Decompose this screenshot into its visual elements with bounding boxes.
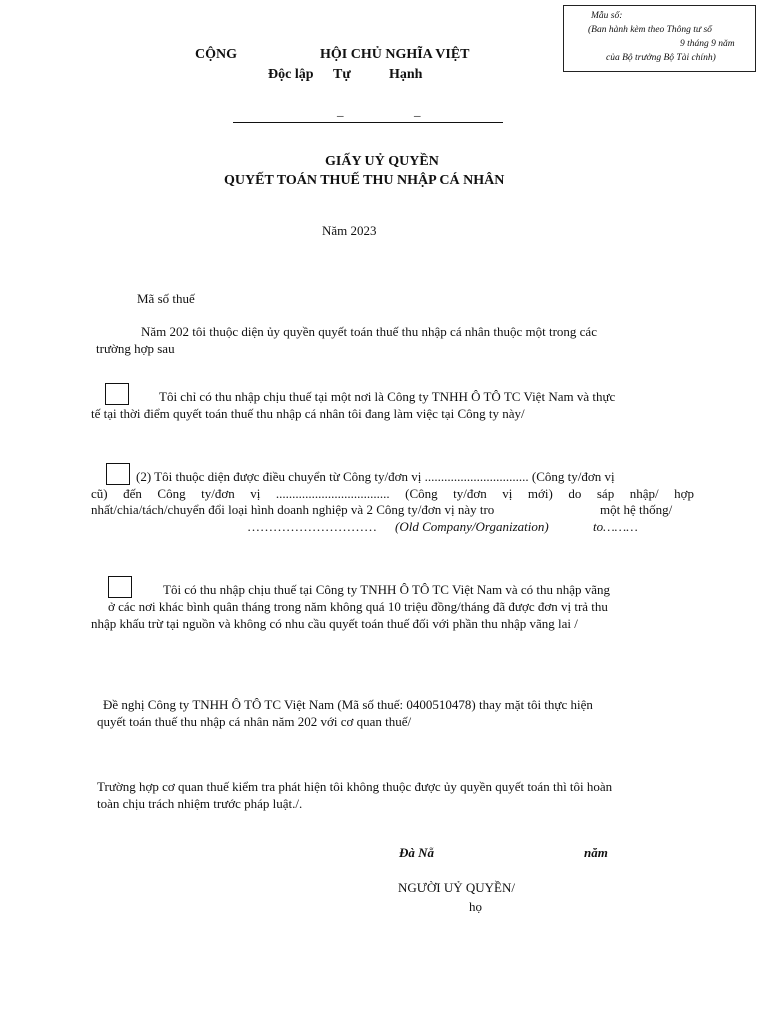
form-issued-date: 9 tháng 9 năm [680, 39, 735, 49]
option1-line-2: tế tại thời điểm quyết toán thuế thu nhập cá nhân tôi đang làm việc tại Công ty này/ [91, 406, 525, 421]
document-year: Năm 2023 [322, 223, 377, 238]
option3-line-1: Tôi có thu nhập chịu thuế tại Công ty TNHH Ô TÔ TC Việt Nam và có thu nhập vãng [163, 582, 611, 597]
form-number-label: Mẫu số: [591, 11, 623, 21]
header-dash-2: _ [414, 103, 421, 118]
option1-checkbox[interactable] [105, 383, 129, 405]
intro-line-2: trường hợp sau [96, 341, 175, 356]
document-title: GIẤY UỶ QUYỀN [325, 154, 439, 169]
option2-line-3a: nhất/chia/tách/chuyển đổi loại hình doanh nghiệp và 2 Công ty/đơn vị này tro [91, 502, 495, 517]
commitment-line-1: Trường hợp cơ quan thuế kiểm tra phát hiện tôi không thuộc được ủy quyền quyết toán thì tôi hoàn [97, 779, 613, 794]
option2-line-4a: ………………………… [247, 519, 377, 534]
nation-title-part1: CỘNG [195, 47, 237, 62]
request-line-1: Đề nghị Công ty TNHH Ô TÔ TC Việt Nam (Mã số thuế: 0400510478) thay mặt tôi thực hiện [103, 697, 593, 712]
option3-line-2: ở các nơi khác bình quân tháng trong năm không quá 10 triệu đồng/tháng đã được đơn vị trả thu [108, 599, 608, 614]
motto-part2: Tự [333, 67, 351, 82]
header-underline [233, 122, 503, 123]
option3-checkbox[interactable] [108, 576, 132, 598]
commitment-line-2: toàn chịu trách nhiệm trước pháp luật./. [97, 796, 303, 811]
option2-line-4c: to……… [593, 519, 638, 534]
option2-line-1: (2) Tôi thuộc diện được điều chuyển từ Công ty/đơn vị ................................ (Công ty/đơn vị [136, 469, 615, 484]
signature-place: Đà Nẵ [399, 845, 435, 860]
form-issued-by: của Bộ trưởng Bộ Tài chính) [606, 53, 716, 63]
option2-line-3b: một hệ thống/ [600, 502, 673, 517]
intro-line-1: Năm 202 tôi thuộc diện ủy quyền quyết toán thuế thu nhập cá nhân thuộc một trong các [141, 324, 597, 339]
option2-line-2: cũ) đến Công ty/đơn vị ................................... (Công ty/đơn vị mới) do sáp nhập/ hợp [91, 486, 694, 501]
request-line-2: quyết toán thuế thu nhập cá nhân năm 202 với cơ quan thuế/ [97, 714, 412, 729]
form-number-box [563, 5, 756, 72]
motto-part3: Hạnh [389, 67, 423, 82]
signature-year-label: năm [584, 845, 608, 860]
option2-line-4b: (Old Company/Organization) [395, 519, 549, 534]
form-issued-note: (Ban hành kèm theo Thông tư số [588, 25, 712, 35]
motto-part1: Độc lập [268, 67, 314, 82]
signer-name-hint: họ [469, 899, 482, 914]
document-subtitle: QUYẾT TOÁN THUẾ THU NHẬP CÁ NHÂN [224, 173, 505, 188]
nation-title-part2: HỘI CHỦ NGHĨA VIỆT [320, 47, 470, 62]
signer-title: NGƯỜI UỶ QUYỀN/ [398, 880, 515, 895]
header-dash-1: _ [337, 103, 344, 118]
option1-line-1: Tôi chỉ có thu nhập chịu thuế tại một nơi là Công ty TNHH Ô TÔ TC Việt Nam và thực [159, 389, 616, 404]
option3-line-3: nhập khấu trừ tại nguồn và không có nhu cầu quyết toán thuế đối với phần thu nhập vãng lai / [91, 616, 578, 631]
tax-code-label: Mã số thuế [137, 291, 195, 306]
